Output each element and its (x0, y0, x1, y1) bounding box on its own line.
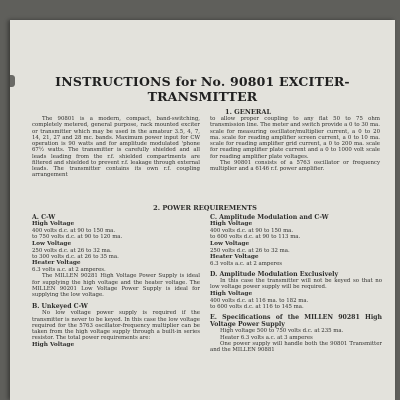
c-low-voltage-value: 250 volts d.c. at 26 to 32 ma. (210, 247, 290, 254)
c-heater-voltage-label: Heater Voltage (210, 253, 259, 260)
e-high-voltage: High voltage 500 to 750 volts d.c. at 235 ma. (220, 328, 344, 335)
a-low-voltage-value-2: to 300 volts d.c. at 26 to 35 ma. (32, 253, 119, 260)
a-low-voltage-label: Low Voltage (32, 240, 72, 247)
a-high-voltage-label: High Voltage (32, 221, 75, 227)
subsection-e-title: E. Specifications of the MILLEN 90281 High Voltage Power Supply (210, 314, 382, 329)
general-paragraph-cont: to allow proper coupling to any flat 50 to 75 ohm transmission line. The meter and switch provide a 0 to 30 ma. scale for measuring oscillator/multiplier current, a 0 to 20 ma. scale for reading amplifier screen current, a 0 to 10 ma. scale for reading amplifier grid current, a 0 to 200 ma. scale for reading amplifier plate current and a 0 to 1000 volt scale for reading amplifier plate voltages. (210, 116, 380, 160)
section-2-left-column (32, 214, 200, 349)
subsection-d-title: D. Amplitude Modulation Exclusively (210, 271, 339, 279)
c-low-voltage-label: Low Voltage (210, 240, 250, 247)
a-heater-voltage-value: 6.3 volts a.c. at 2 amperes. (32, 267, 106, 274)
a-high-voltage-value-2: to 750 volts d.c. at 90 to 120 ma. (32, 234, 123, 241)
a-high-voltage-value: 400 volts d.c. at 90 to 150 ma. (32, 228, 116, 234)
section-1-left-column (32, 116, 200, 179)
d-high-voltage-value-2: to 600 volts d.c. at 116 to 145 ma. (210, 303, 304, 310)
a-low-voltage-value: 250 volts d.c. at 26 to 32 ma. (32, 247, 112, 254)
section-2-heading: 2. POWER REQUIREMENTS (153, 204, 257, 212)
subsection-b-title: B. Unkeyed C-W (32, 303, 88, 311)
e-heater: Heater 6.3 volts a.c. at 3 amperes (220, 334, 313, 341)
subsection-a-title: A. C-W (32, 214, 56, 221)
c-high-voltage-value-2: to 600 volts d.c. at 90 to 113 ma. (210, 234, 301, 241)
page-title: INSTRUCTIONS for No. 90801 EXCITER-TRANSMITTER (55, 74, 350, 104)
b-high-voltage-label: High Voltage (32, 341, 75, 348)
c-heater-voltage-value: 6.3 volts a.c. at 2 amperes (210, 260, 283, 267)
d-high-voltage-label: High Voltage (210, 290, 253, 297)
document-page (10, 20, 395, 400)
c-high-voltage-label: High Voltage (210, 221, 253, 227)
section-2-right-column (210, 214, 382, 353)
d-high-voltage-value: 400 volts d.c. at 116 ma. to 182 ma. (210, 297, 309, 304)
section-1-heading: 1. GENERAL (225, 108, 272, 116)
d-paragraph: In this case the transmitter will not be keyed so that no low voltage power supply will be required. (210, 278, 382, 291)
e-paragraph: One power supply will handle both the 90801 Transmitter and the MILLEN 90881 (210, 340, 382, 354)
section-1-right-column (210, 116, 380, 172)
c-high-voltage-value: 400 volts d.c. at 90 to 150 ma. (210, 228, 294, 234)
general-paragraph-2: The 90801 consists of a 5763 oscillator or frequency multiplier and a 6146 r.f. power amplifier. (210, 159, 380, 172)
general-paragraph: The 90801 is a modern, compact, band-switching, completely metered, general purpose, rack mounted exciter or transmitter which may be used in the amateur 3.5, 4, 7, 14, 21, 27 and 28 mc. bands. Maximum power input for CW operation is 90 watts and for amplitude modulated 'phone 67½ watts. The transmitter is carefully shielded and all leads leading from the r.f. shielded compartments are filtered and shielded to prevent r.f. leakage through external leads. The transmitter contains its own r.f. coupling arrangement (32, 116, 200, 179)
a-heater-voltage-label: Heater Voltage (32, 260, 81, 267)
b-paragraph: No low voltage power supply is required if the transmitter is never to be keyed. In this case the low voltage required for the 5763 oscillator-frequency multiplier can be taken from the high voltage supply through a built-in series resistor. The total power requirements are: (32, 310, 200, 342)
a-paragraph: The MILLEN 90281 High Voltage Power Supply is ideal for supplying the high voltage and the heater voltage. The MILLEN 90201 Low Voltage Power Supply is ideal for supplying the low voltage. (32, 273, 200, 299)
subsection-c-title: C. Amplitude Modulation and C-W (210, 214, 329, 221)
